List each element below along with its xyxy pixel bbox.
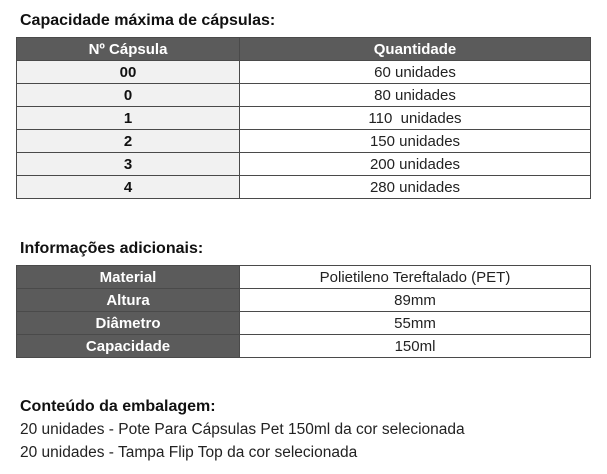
capsule-size-cell: 00 <box>17 61 240 84</box>
info-label-cell: Altura <box>17 289 240 312</box>
table-row <box>17 130 591 153</box>
table-row <box>17 176 591 199</box>
capsule-size-cell: 2 <box>17 130 240 153</box>
capacity-heading: Capacidade máxima de cápsulas: <box>20 12 276 29</box>
quantity-cell: 280 unidades <box>240 176 591 199</box>
table-row <box>17 312 591 335</box>
info-heading: Informações adicionais: <box>20 240 204 257</box>
info-value-cell: 89mm <box>240 289 591 312</box>
capsule-size-cell: 3 <box>17 153 240 176</box>
info-value-cell: Polietileno Tereftalado (PET) <box>240 266 591 289</box>
quantity-cell: 80 unidades <box>240 84 591 107</box>
info-value-cell: 55mm <box>240 312 591 335</box>
quantity-cell: 200 unidades <box>240 153 591 176</box>
capsule-size-cell: 4 <box>17 176 240 199</box>
table-row <box>17 84 591 107</box>
table-row <box>17 107 591 130</box>
info-value-cell: 150ml <box>240 335 591 358</box>
table-header-row <box>17 38 591 61</box>
contents-line: 20 unidades - Tampa Flip Top da cor selecionada <box>20 444 358 461</box>
capsule-size-cell: 1 <box>17 107 240 130</box>
quantity-cell: 150 unidades <box>240 130 591 153</box>
contents-heading: Conteúdo da embalagem: <box>20 398 216 415</box>
quantity-cell: 110 unidades <box>240 107 591 130</box>
quantity-cell: 60 unidades <box>240 61 591 84</box>
table-row <box>17 289 591 312</box>
info-label-cell: Capacidade <box>17 335 240 358</box>
column-header-quantity: Quantidade <box>240 38 591 61</box>
table-row <box>17 153 591 176</box>
info-label-cell: Diâmetro <box>17 312 240 335</box>
table-row <box>17 61 591 84</box>
info-label-cell: Material <box>17 266 240 289</box>
table-row <box>17 266 591 289</box>
table-row <box>17 335 591 358</box>
column-header-capsule: Nº Cápsula <box>17 38 240 61</box>
capsule-size-cell: 0 <box>17 84 240 107</box>
capacity-table <box>16 37 591 199</box>
contents-line: 20 unidades - Pote Para Cápsulas Pet 150ml da cor selecionada <box>20 421 465 438</box>
info-table <box>16 265 591 358</box>
